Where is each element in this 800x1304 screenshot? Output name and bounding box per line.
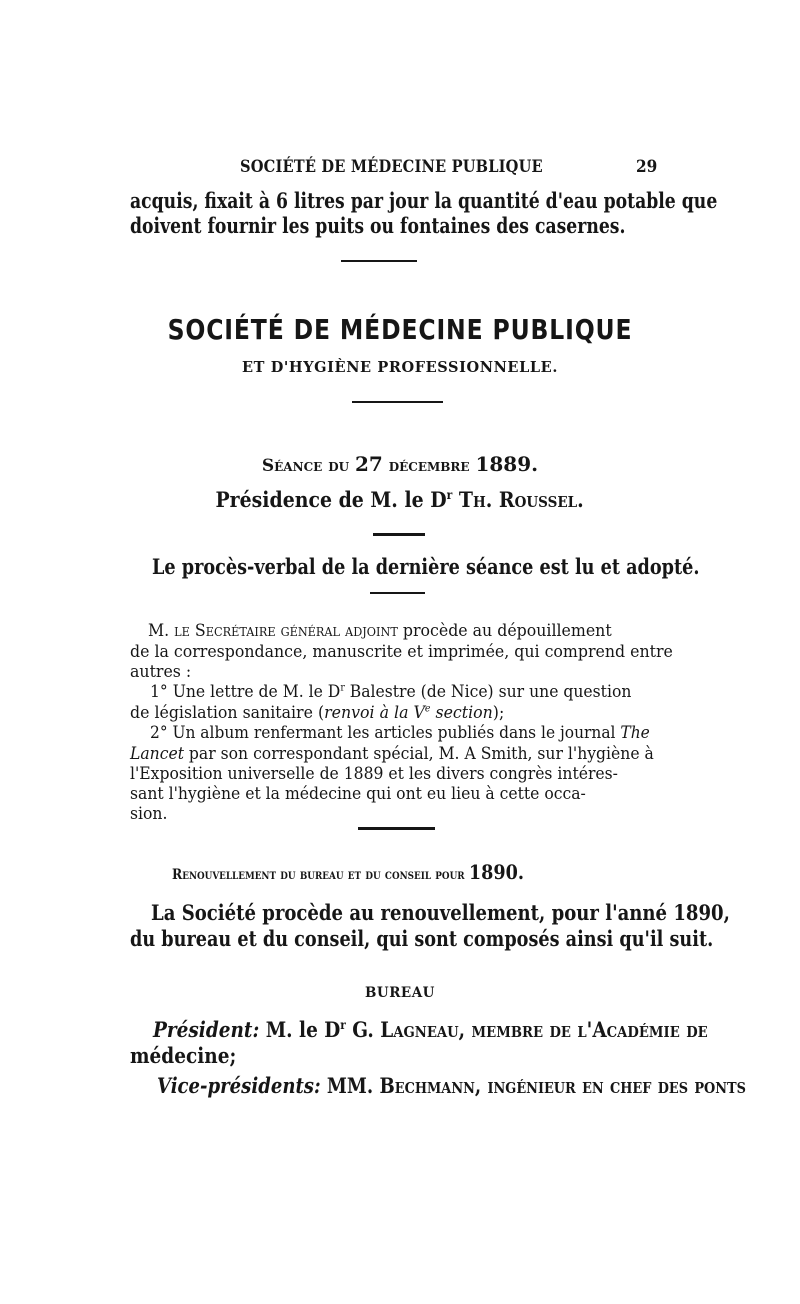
president-line-2: médecine; — [130, 1043, 237, 1068]
item-2-line-1: 2° Un album renfermant les articles publiés dans le journal The — [150, 722, 650, 742]
running-title: SOCIÉTÉ DE MÉDECINE PUBLIQUE — [240, 157, 543, 177]
page-number: 29 — [636, 157, 658, 177]
item-2-line-3: l'Exposition universelle de 1889 et les divers congrès intéres- — [130, 763, 618, 783]
item-1-line-2: de législation sanitaire (renvoi à la Ve section); — [130, 702, 505, 722]
intro-line-2: doivent fournir les puits ou fontaines des casernes. — [130, 213, 626, 238]
correspondance-line-3: autres : — [130, 661, 192, 681]
separator-rule — [370, 592, 425, 594]
section-title: SOCIÉTÉ DE MÉDECINE PUBLIQUE — [167, 313, 633, 346]
item-1-line-1: 1° Une lettre de M. le $D^r$ Balestre (de Nice) sur une question — [150, 681, 632, 701]
intro-line-1: acquis, fixait à 6 litres par jour la quantité d'eau potable que — [130, 188, 718, 213]
proces-verbal: Le procès-verbal de la dernière séance est lu et adopté. — [152, 554, 700, 579]
item-2-line-5: sion. — [130, 803, 168, 823]
separator-rule — [373, 533, 425, 536]
item-2-line-4: sant l'hygiène et la médecine qui ont eu lieu à cette occa- — [130, 783, 586, 803]
bureau-heading: BUREAU — [365, 985, 435, 1001]
separator-rule — [358, 827, 435, 830]
correspondance-line-2: de la correspondance, manuscrite et imprimée, qui comprend entre — [130, 641, 673, 661]
separator-rule — [341, 260, 417, 262]
vice-presidents-line: Vice-présidents: MM. Bechmann, ingénieur en chef des ponts — [157, 1073, 746, 1098]
correspondance-line-1: M. le Secrétaire général adjoint procède au dépouillement — [148, 620, 612, 640]
president-line-1: Président: M. le $D^r$ G. Lagneau, membre de l'Académie de — [153, 1017, 708, 1042]
seance-date: Séance du 27 décembre 1889. — [261, 452, 539, 476]
renouvellement-line-2: du bureau et du conseil, qui sont composés ainsi qu'il suit. — [130, 926, 714, 951]
separator-rule — [352, 401, 443, 403]
section-subtitle: ET D'HYGIÈNE PROFESSIONNELLE. — [242, 359, 558, 376]
item-2-line-2: Lancet par son correspondant spécial, M. A Smith, sur l'hygiène à — [130, 743, 654, 763]
renouvellement-line-1: La Société procède au renouvellement, pour l'anné 1890, — [151, 900, 730, 925]
renouvellement-heading: Renouvellement du bureau et du conseil pour 1890. — [172, 860, 524, 884]
seance-presidence: Présidence de M. le $D^r$ Th. Roussel. — [215, 487, 585, 512]
